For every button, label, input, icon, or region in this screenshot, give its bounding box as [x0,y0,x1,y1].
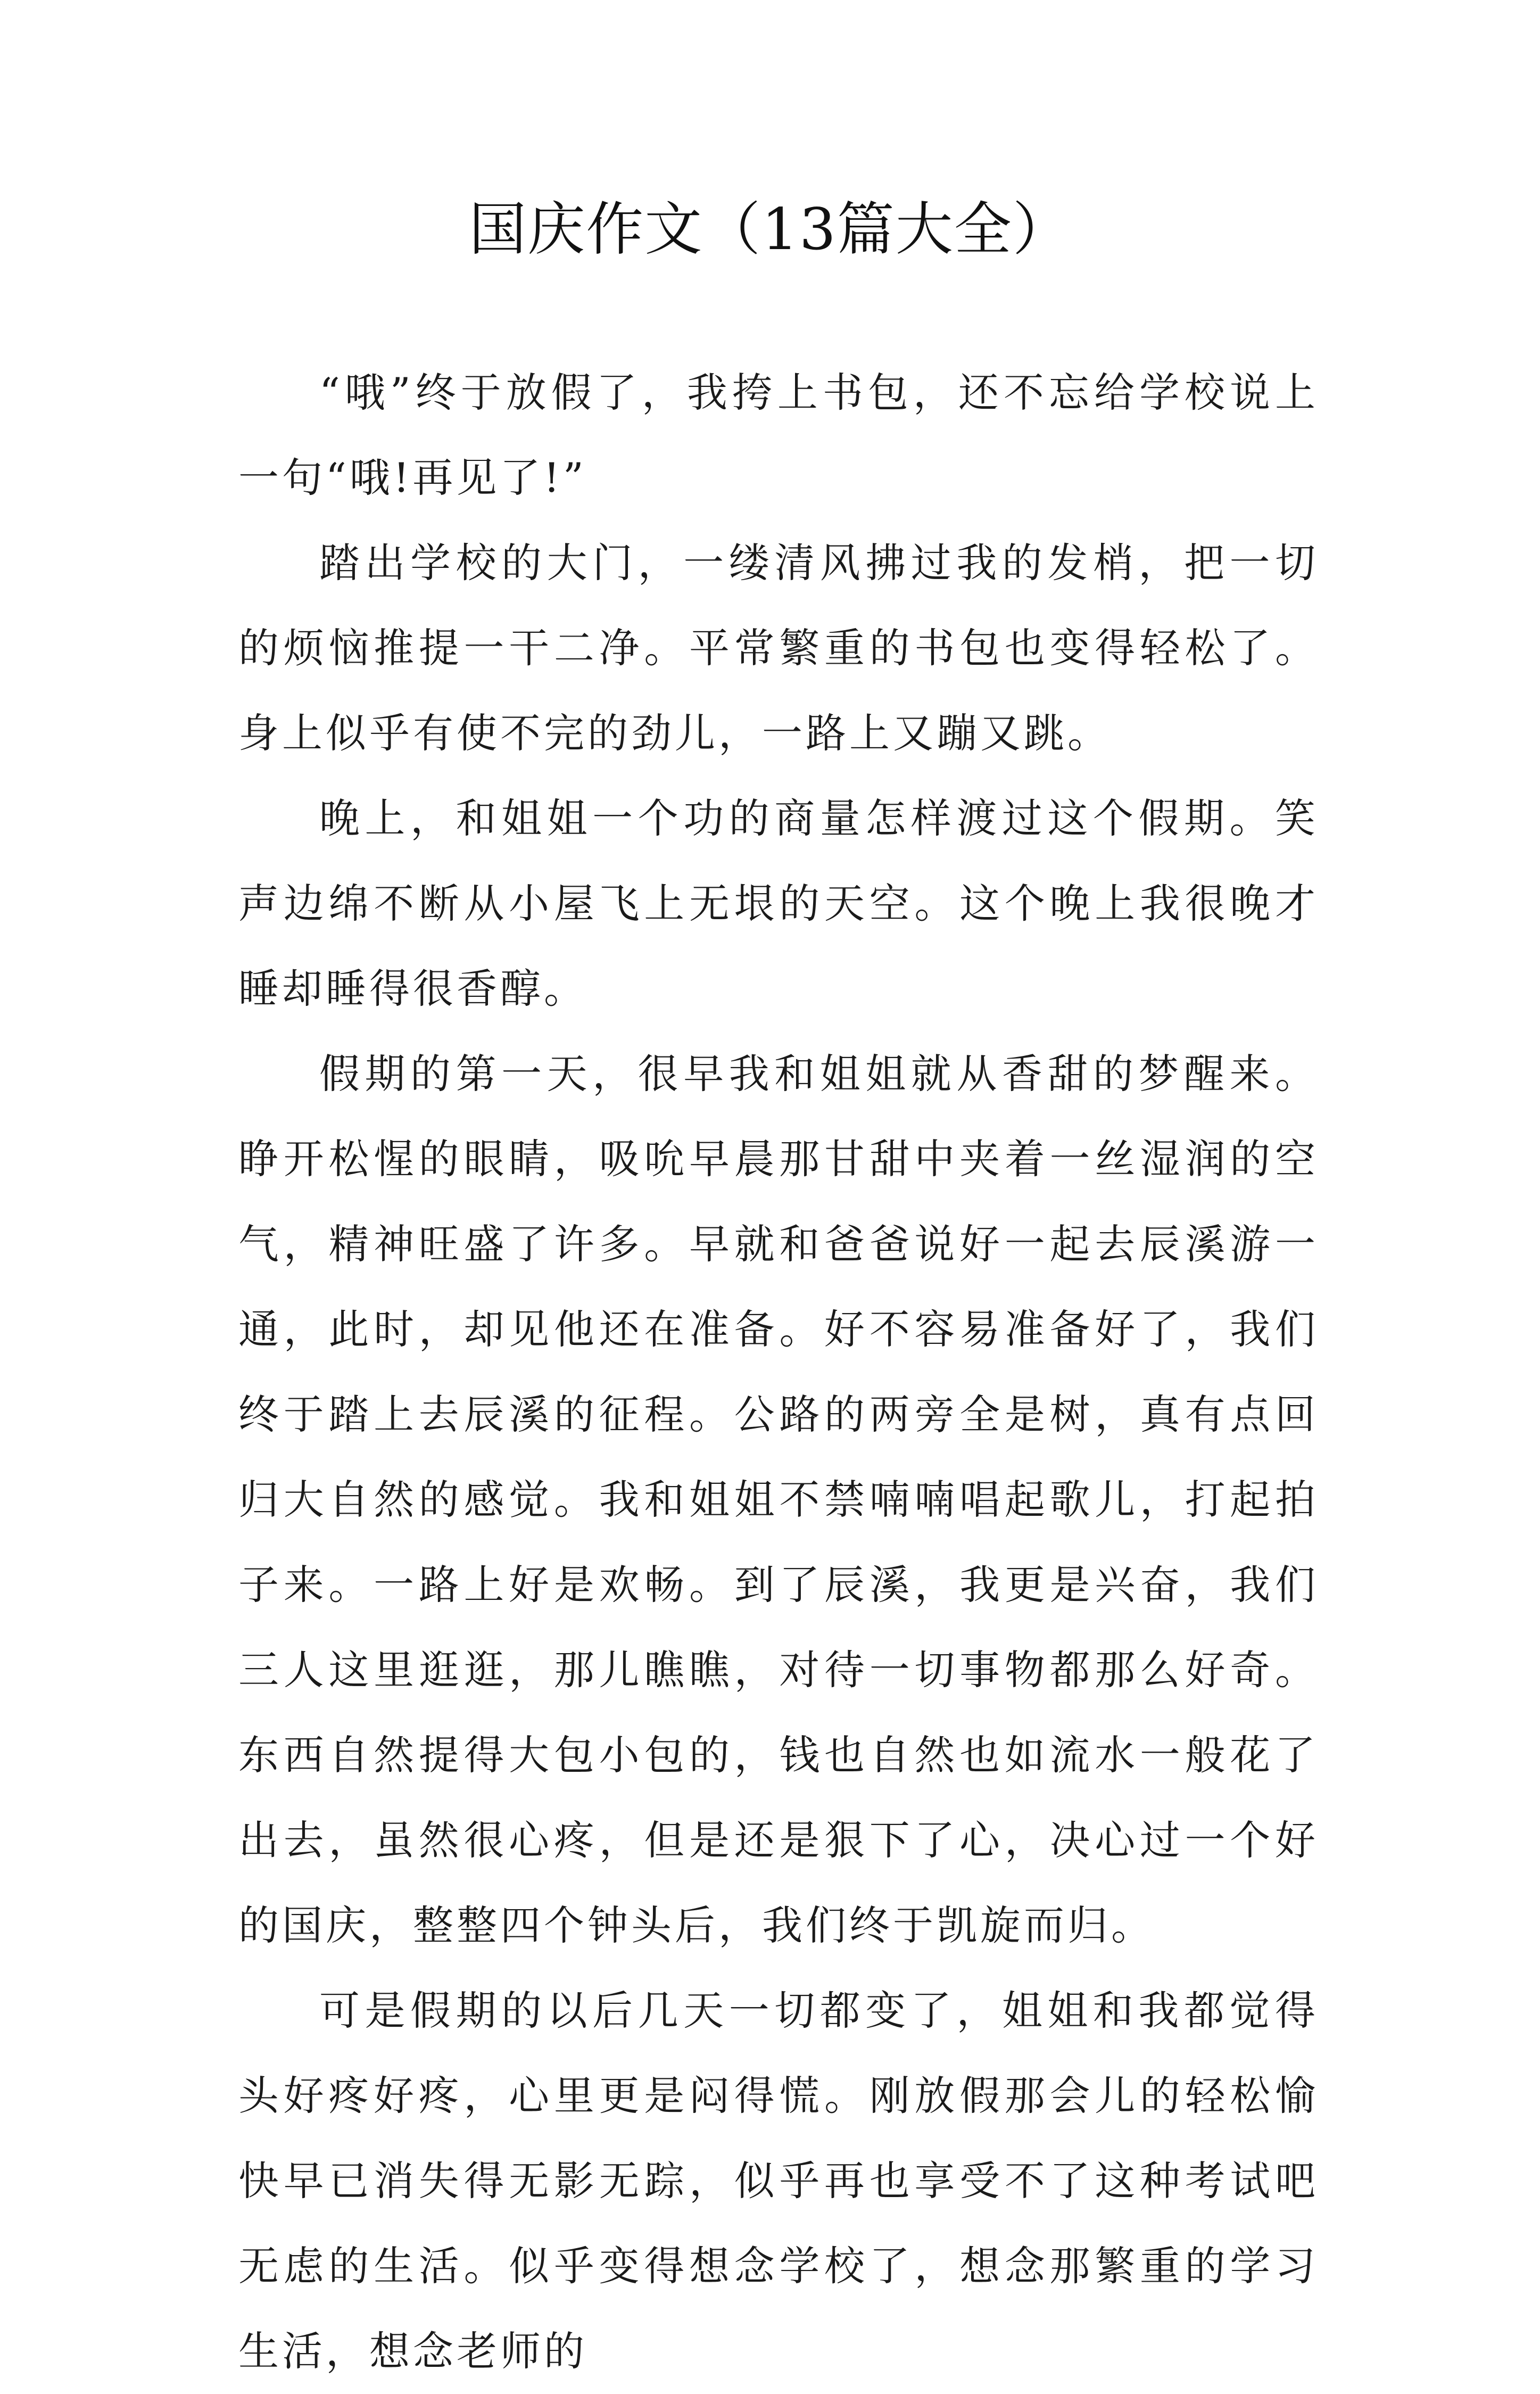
paragraph: “哦”终于放假了，我挎上书包，还不忘给学校说上一句“哦!再见了!” [238,369,1319,501]
document-title: 国庆作文（13篇大全） [469,196,1071,263]
document-body [238,350,1319,2394]
paragraph: 可是假期的以后几天一切都变了，姐姐和我都觉得头好疼好疼，心里更是闷得慌。刚放假那会儿的轻松愉快早已消失得无影无踪，似乎再也享受不了这种考试吧无虑的生活。似乎变得想念学校了，想念那繁重的学习生活，想念老师的 [238,1987,1319,2375]
paragraph: 踏出学校的大门，一缕清风拂过我的发梢，把一切的烦恼推提一干二净。平常繁重的书包也变得轻松了。身上似乎有使不完的劲儿，一路上又蹦又跳。 [238,539,1319,757]
paragraph: 晚上，和姐姐一个功的商量怎样渡过这个假期。笑声边绵不断从小屋飞上无垠的天空。这个晚上我很晚才睡却睡得很香醇。 [238,795,1319,1012]
paragraph: 假期的第一天，很早我和姐姐就从香甜的梦醒来。睁开松惺的眼睛，吸吮早晨那甘甜中夹着一丝湿润的空气，精神旺盛了许多。早就和爸爸说好一起去辰溪游一通，此时，却见他还在准备。好不容易准备好了，我们终于踏上去辰溪的征程。公路的两旁全是树，真有点回归大自然的感觉。我和姐姐不禁喃喃唱起歌儿，打起拍子来。一路上好是欢畅。到了辰溪，我更是兴奋，我们三人这里逛逛，那儿瞧瞧，对待一切事物都那么好奇。东西自然提得大包小包的，钱也自然也如流水一般花了出去，虽然很心疼，但是还是狠下了心，决心过一个好的国庆，整整四个钟头后，我们终于凯旋而归。 [238,1050,1319,1949]
